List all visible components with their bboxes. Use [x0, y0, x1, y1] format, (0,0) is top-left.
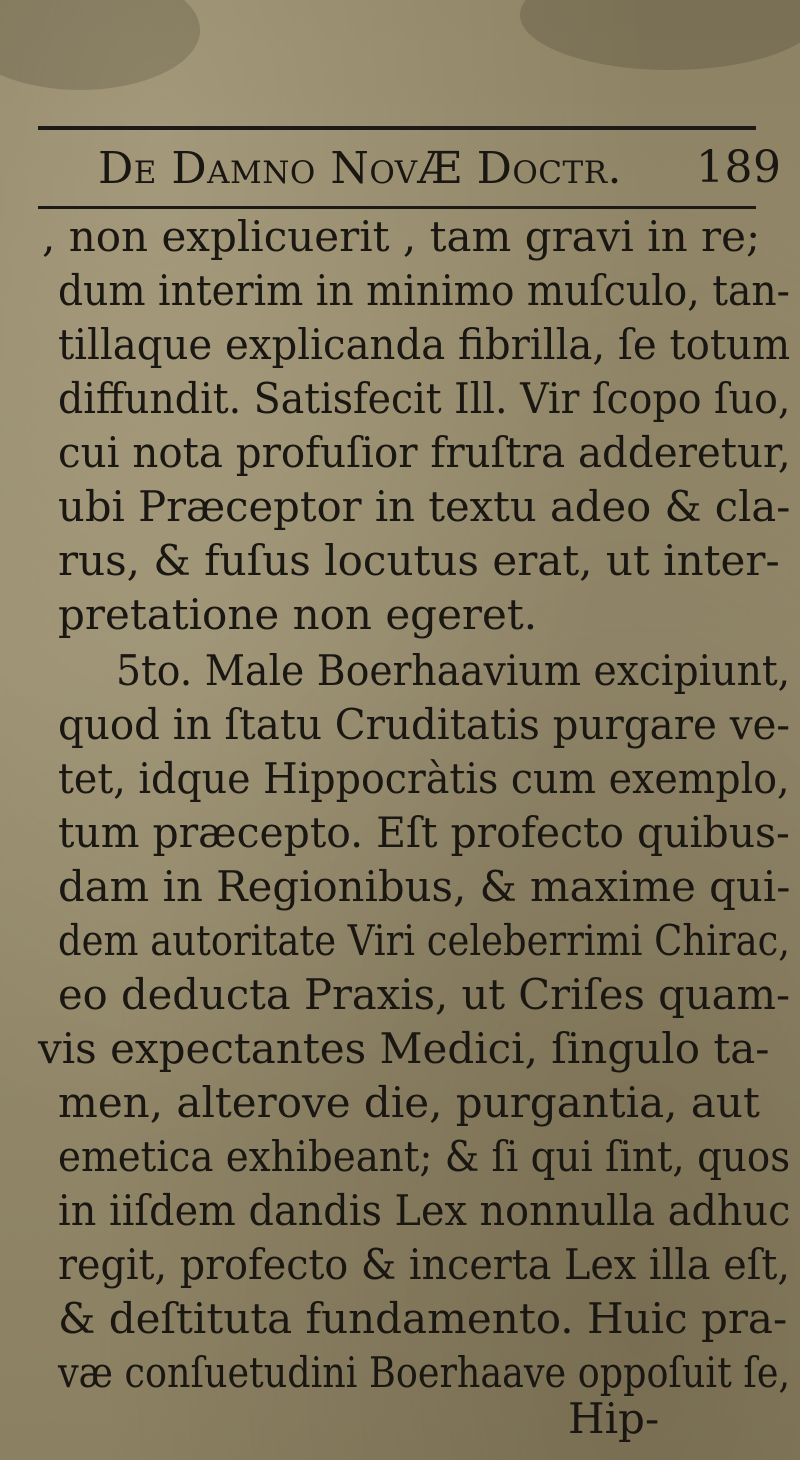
paper-stain [520, 0, 800, 70]
text-line: quod in ſtatu Cruditatis purgare ve- [58, 700, 791, 749]
text-line: dam in Regionibus, & maxime qui- [58, 862, 791, 911]
text-line: , non explicuerit , tam gravi in re; [42, 212, 761, 261]
text-line: dum interim in minimo muſculo, tan- [58, 266, 790, 315]
text-line: men, alterove die, purgantia, aut [58, 1078, 760, 1127]
text-line: væ conſuetudini Boerhaave oppoſuit ſe, [58, 1348, 791, 1397]
text-line: cui nota profuſior fruſtra adderetur, [58, 428, 791, 477]
text-line: ubi Præceptor in textu adeo & cla- [58, 482, 791, 531]
paper-stain [0, 0, 200, 90]
running-title: De Damno NovÆ Doctr. [98, 142, 623, 194]
text-line: dem autoritate Viri celeberrimi Chirac, [58, 916, 791, 965]
text-line: pretatione non egeret. [58, 590, 538, 639]
text-line: in iiſdem dandis Lex nonnulla adhuc [58, 1186, 791, 1235]
text-line: eo deducta Praxis, ut Criſes quam- [58, 970, 791, 1019]
page-number: 189 [696, 142, 782, 193]
text-line: vis expectantes Medici, ſingulo ta- [38, 1024, 770, 1073]
text-line: tet, idque Hippocràtis cum exemplo, [58, 754, 790, 803]
running-header [98, 136, 782, 200]
text-line: diffundit. Satisfecit Ill. Vir ſcopo ſuo, [58, 374, 791, 423]
text-line: tum præcepto. Eſt profecto quibus- [58, 808, 790, 857]
text-line: regit, profecto & incerta Lex illa eſt, [58, 1240, 790, 1289]
text-line: rus, & fuſus locutus erat, ut inter- [58, 536, 780, 585]
text-line: emetica exhibeant; & ſi qui ſint, quos [58, 1132, 791, 1181]
header-rule-top [38, 126, 756, 130]
catchword: Hip- [568, 1394, 660, 1443]
text-line: & deſtituta fundamento. Huic pra- [58, 1294, 788, 1343]
header-rule-bottom [38, 206, 756, 209]
text-line: tillaque explicanda fibrilla, ſe totum [58, 320, 791, 369]
text-line: 5to. Male Boerhaavium excipiunt, [116, 646, 791, 695]
